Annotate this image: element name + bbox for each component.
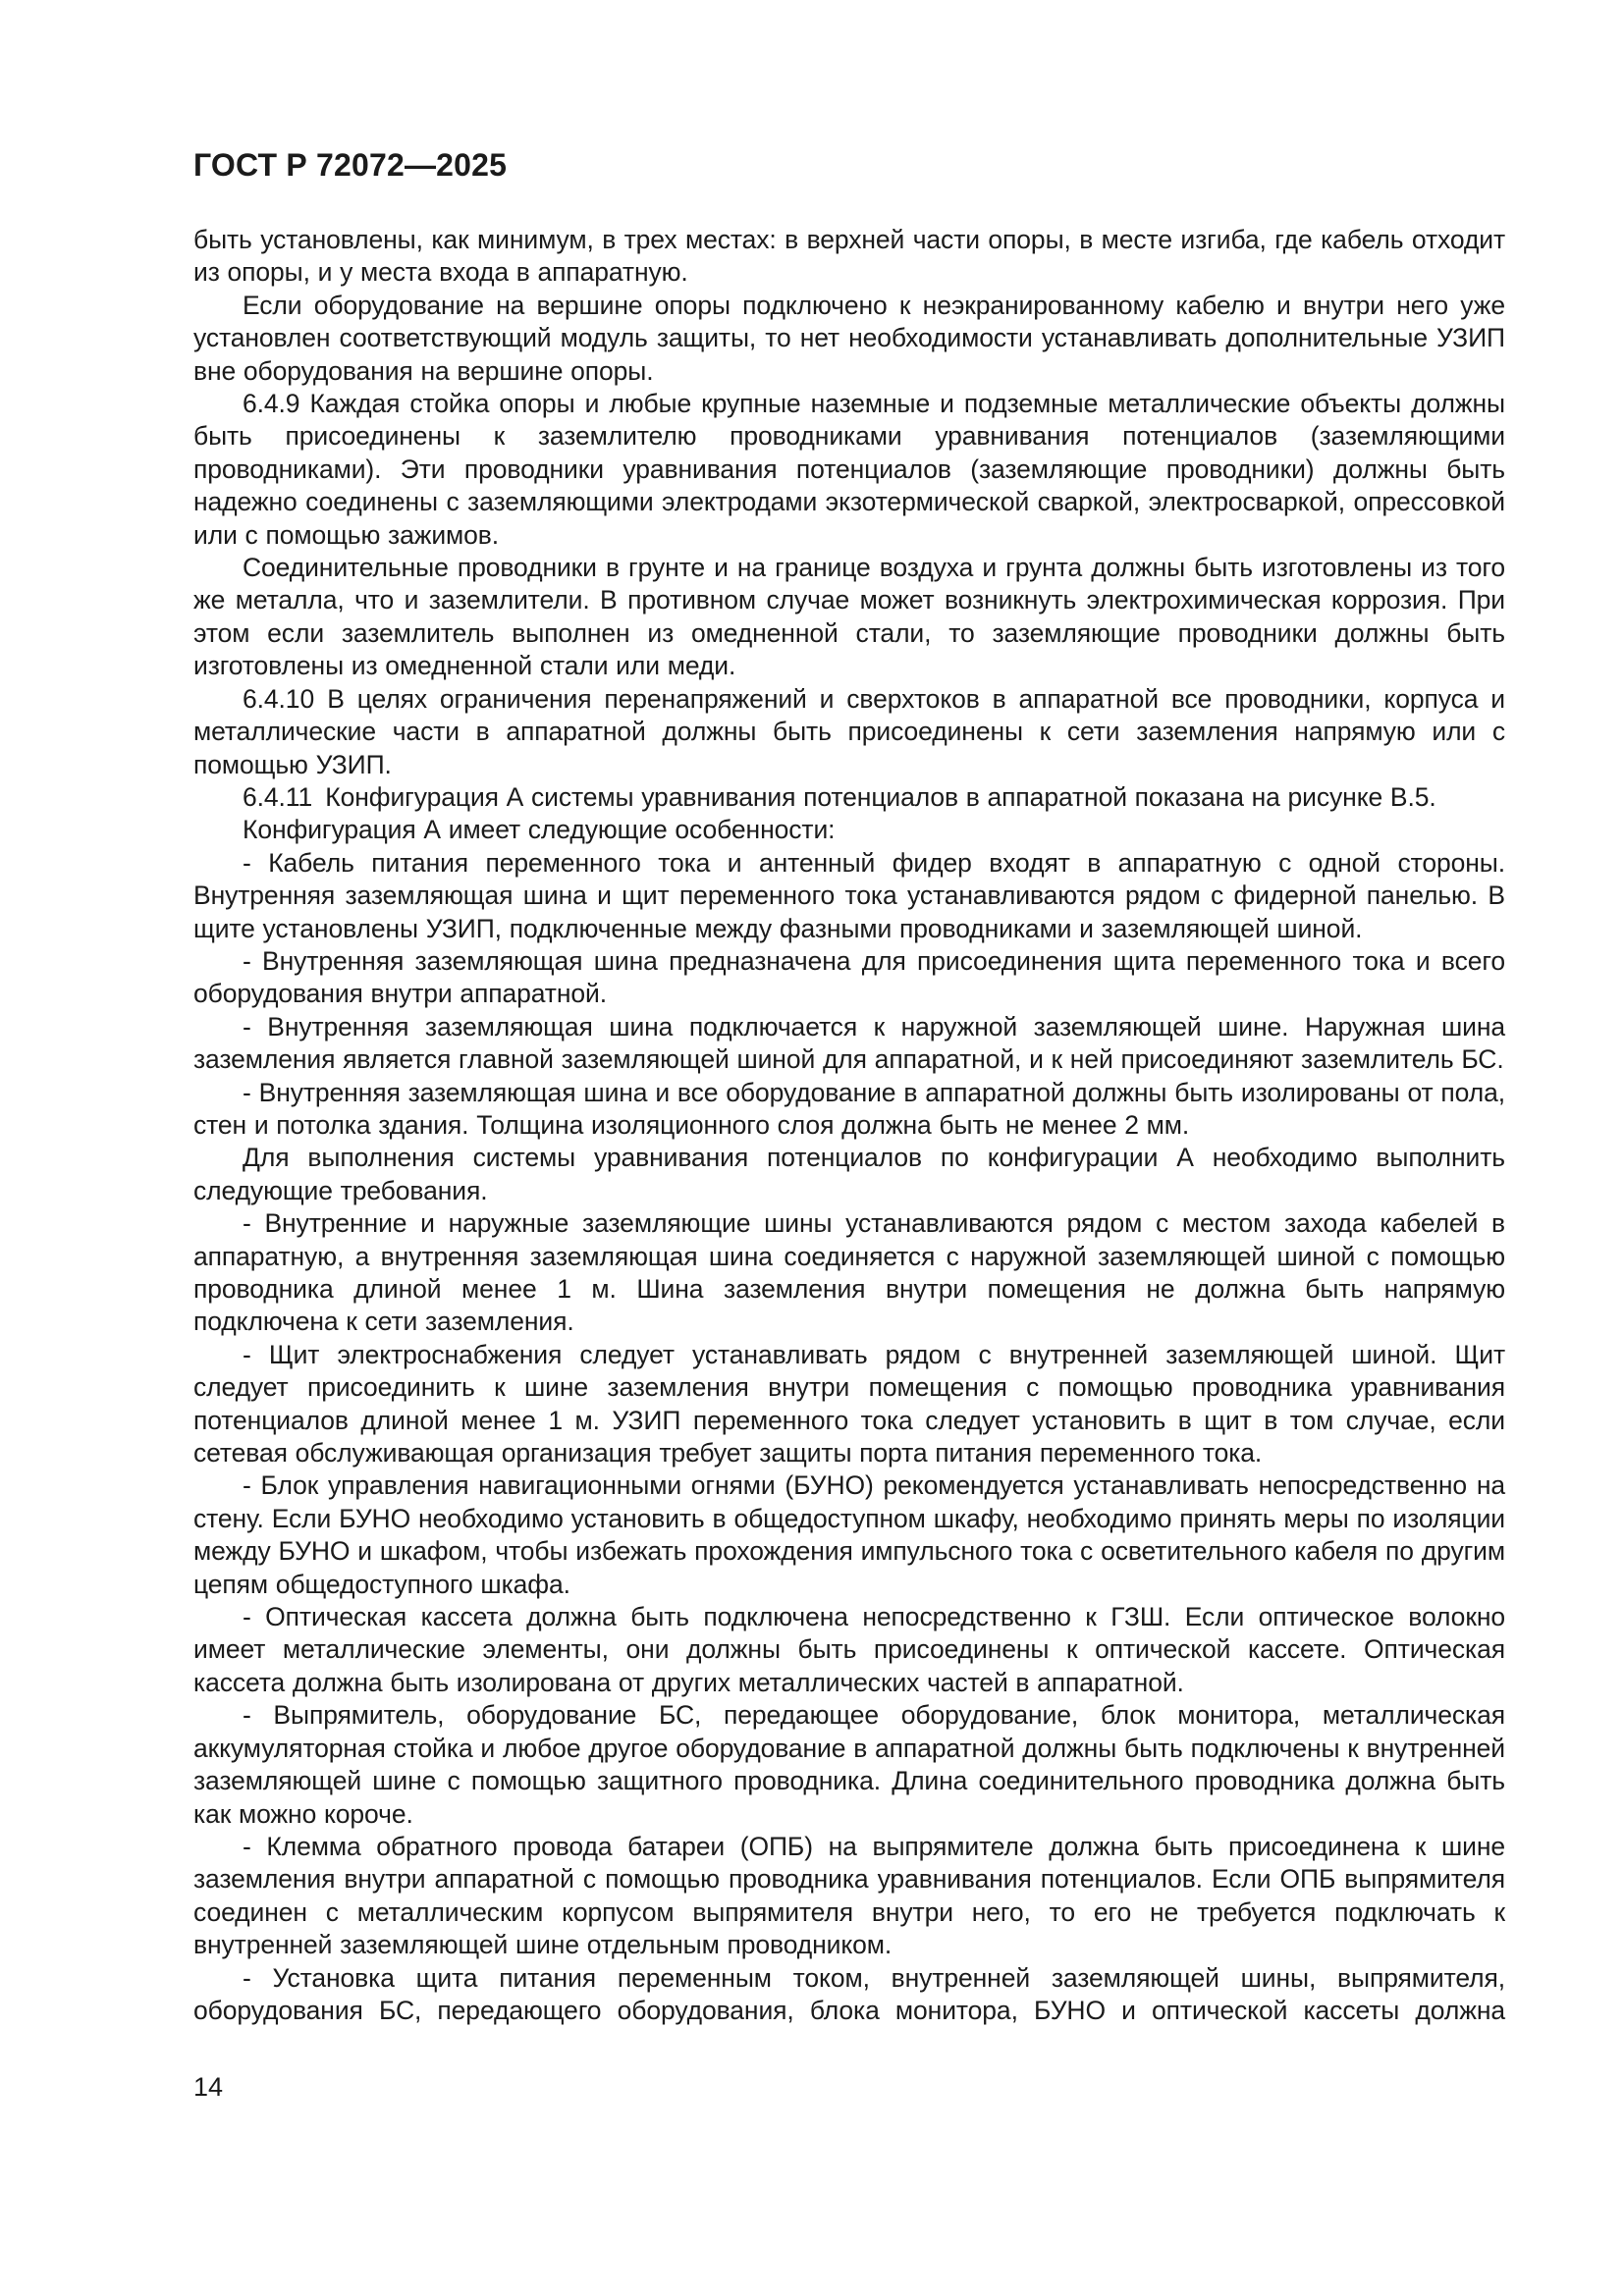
page-number: 14 xyxy=(193,2072,224,2102)
paragraph: - Оптическая кассета должна быть подключена непосредственно к ГЗШ. Если оптическое волокно имеет металлические элементы, они должны быть присоединены к оптической кассете. Оптическая кассета должна быть изолирована от других металлических частей в аппаратной. xyxy=(193,1602,1505,1697)
paragraph: 6.4.9 Каждая стойка опоры и любые крупные наземные и подземные металлические объекты должны быть присоединены к заземлителю проводниками уравнивания потенциалов (заземляющими проводниками). Эти проводники уравнивания потенциалов (заземляющие проводники) должны быть надежно соединены с заземляющими электродами экзотермической сваркой, электросваркой, опрессовкой или с помощью зажимов. xyxy=(193,389,1505,550)
paragraph: - Кабель питания переменного тока и антенный фидер входят в аппаратную с одной стороны. Внутренняя заземляющая шина и щит переменного тока устанавливаются рядом с фидерной панелью. В щите установлены УЗИП, подключенные между фазными проводниками и заземляющей шиной. xyxy=(193,847,1505,943)
paragraph: - Клемма обратного провода батареи (ОПБ) на выпрямителе должна быть присоединена к шине заземления внутри аппаратной с помощью проводника уравнивания потенциалов. Если ОПБ выпрямителя соединен с металлическим корпусом выпрямителя внутри него, то его не требуется подключать к внутренней заземляющей шине отдельным проводником. xyxy=(193,1831,1505,1960)
paragraph: - Внутренняя заземляющая шина подключается к наружной заземляющей шине. Наружная шина заземления является главной заземляющей шиной для аппаратной, и к ней присоединяют заземлитель БС. xyxy=(193,1011,1505,1075)
paragraph: Соединительные проводники в грунте и на границе воздуха и грунта должны быть изготовлены из того же металла, что и заземлители. В противном случае может возникнуть электрохимическая коррозия. При этом если заземлитель выполнен из омедненной стали, то заземляющие проводники должны быть изготовлены из омедненной стали или меди. xyxy=(193,553,1505,681)
paragraph: Если оборудование на вершине опоры подключено к неэкранированному кабелю и внутри него уже установлен соответствующий модуль защиты, то нет необходимости устанавливать дополнительные УЗИП вне оборудования на вершине опоры. xyxy=(193,290,1505,386)
paragraph: - Установка щита питания переменным током, внутренней заземляющей шины, выпрямителя, оборудования БС, передающего оборудования, блока монитора, БУНО и оптической кассеты должна xyxy=(193,1962,1505,2025)
paragraph: быть установлены, как минимум, в трех местах: в верхней части опоры, в месте изгиба, где кабель отходит из опоры, и у места входа в аппаратную. xyxy=(193,225,1505,288)
paragraph: Для выполнения системы уравнивания потенциалов по конфигурации А необходимо выполнить следующие требования. xyxy=(193,1143,1505,1205)
paragraph: - Выпрямитель, оборудование БС, передающее оборудование, блок монитора, металлическая аккумуляторная стойка и любое другое оборудование в аппаратной должны быть подключены к внутренней заземляющей шине с помощью защитного проводника. Длина соединительного проводника должна быть как можно короче. xyxy=(193,1700,1505,1829)
document-body xyxy=(193,224,1505,2027)
paragraph: - Щит электроснабжения следует устанавливать рядом с внутренней заземляющей шиной. Щит следует присоединить к шине заземления внутри помещения с помощью проводника уравнивания потенциалов длиной менее 1 м. УЗИП переменного тока следует установить в щит в том случае, если сетевая обслуживающая организация требует защиты порта питания переменного тока. xyxy=(193,1339,1505,1468)
paragraph: - Внутренние и наружные заземляющие шины устанавливаются рядом с местом захода кабелей в аппаратную, а внутренняя заземляющая шина соединяется с наружной заземляющей шиной с помощью проводника длиной менее 1 м. Шина заземления внутри помещения не должна быть напрямую подключена к сети заземления. xyxy=(193,1208,1505,1337)
paragraph: Конфигурация А имеет следующие особенности: xyxy=(243,815,836,845)
paragraph: - Блок управления навигационными огнями (БУНО) рекомендуется устанавливать непосредственно на стену. Если БУНО необходимо установить в общедоступном шкафу, необходимо принять меры по изоляции между БУНО и шкафом, чтобы избежать прохождения импульсного тока с осветительного кабеля по другим цепям общедоступного шкафа. xyxy=(193,1470,1505,1599)
paragraph: 6.4.11 Конфигурация А системы уравнивания потенциалов в аппаратной показана на рисунке В.5. xyxy=(243,781,1436,812)
paragraph: - Внутренняя заземляющая шина и все оборудование в аппаратной должны быть изолированы от пола, стен и потолка здания. Толщина изоляционного слоя должна быть не менее 2 мм. xyxy=(193,1077,1505,1140)
paragraph: - Внутренняя заземляющая шина предназначена для присоединения щита переменного тока и всего оборудования внутри аппаратной. xyxy=(193,945,1505,1009)
paragraph: 6.4.10 В целях ограничения перенапряжений и сверхтоков в аппаратной все проводники, корпуса и металлические части в аппаратной должны быть присоединены к сети заземления напрямую или с помощью УЗИП. xyxy=(193,683,1505,779)
document-header: ГОСТ Р 72072—2025 xyxy=(193,147,508,183)
